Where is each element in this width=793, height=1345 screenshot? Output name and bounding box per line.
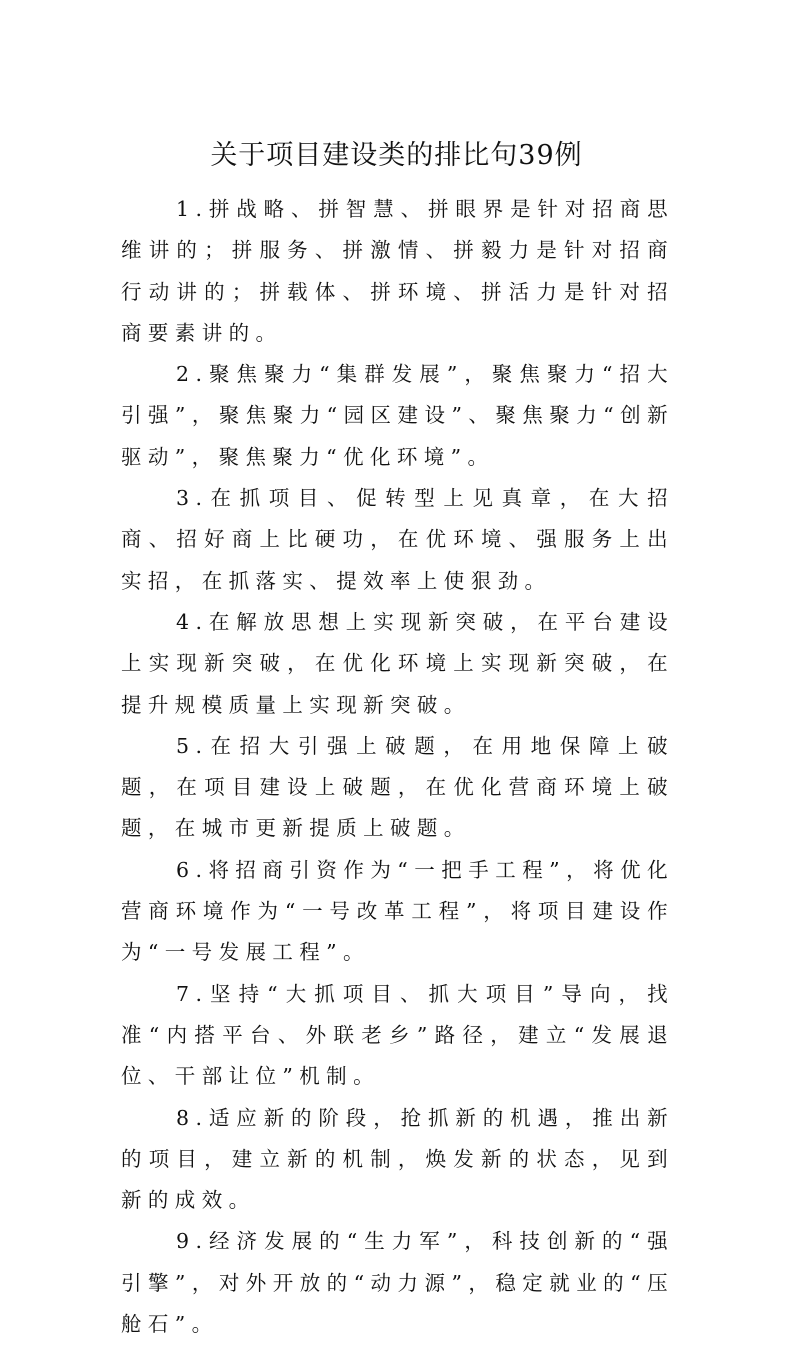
paragraph-3: 3.在抓项目、促转型上见真章，在大招商、招好商上比硬功，在优环境、强服务上出实招，在抓落实、提效率上使狠劲。 [121, 486, 674, 593]
paragraph-2: 2.聚焦聚力“集群发展”，聚焦聚力“招大引强”，聚焦聚力“园区建设”、聚焦聚力“创新驱动”，聚焦聚力“优化环境”。 [121, 362, 674, 469]
paragraph-1: 1.拼战略、拼智慧、拼眼界是针对招商思维讲的；拼服务、拼激情、拼毅力是针对招商行动讲的；拼载体、拼环境、拼活力是针对招商要素讲的。 [121, 197, 674, 345]
paragraph-7: 7.坚持“大抓项目、抓大项目”导向，找准“内搭平台、外联老乡”路径，建立“发展退位、干部让位”机制。 [121, 981, 674, 1089]
paragraph-6: 6.将招商引资作为“一把手工程”，将优化营商环境作为“一号改革工程”，将项目建设作为“一号发展工程”。 [121, 857, 674, 965]
paragraph-4: 4.在解放思想上实现新突破，在平台建设上实现新突破，在优化环境上实现新突破，在提升规模质量上实现新突破。 [121, 609, 674, 717]
document-title: 关于项目建设类的排比句39例 [210, 140, 583, 171]
paragraph-5: 5.在招大引强上破题，在用地保障上破题，在项目建设上破题，在优化营商环境上破题，在城市更新提质上破题。 [121, 733, 674, 841]
document-body [121, 189, 674, 1345]
paragraph-9: 9.经济发展的“生力军”，科技创新的“强引擎”，对外开放的“动力源”，稳定就业的“压舱石”。 [121, 1229, 674, 1337]
paragraph-8: 8.适应新的阶段，抢抓新的机遇，推出新的项目，建立新的机制，焕发新的状态，见到新的成效。 [121, 1105, 674, 1213]
